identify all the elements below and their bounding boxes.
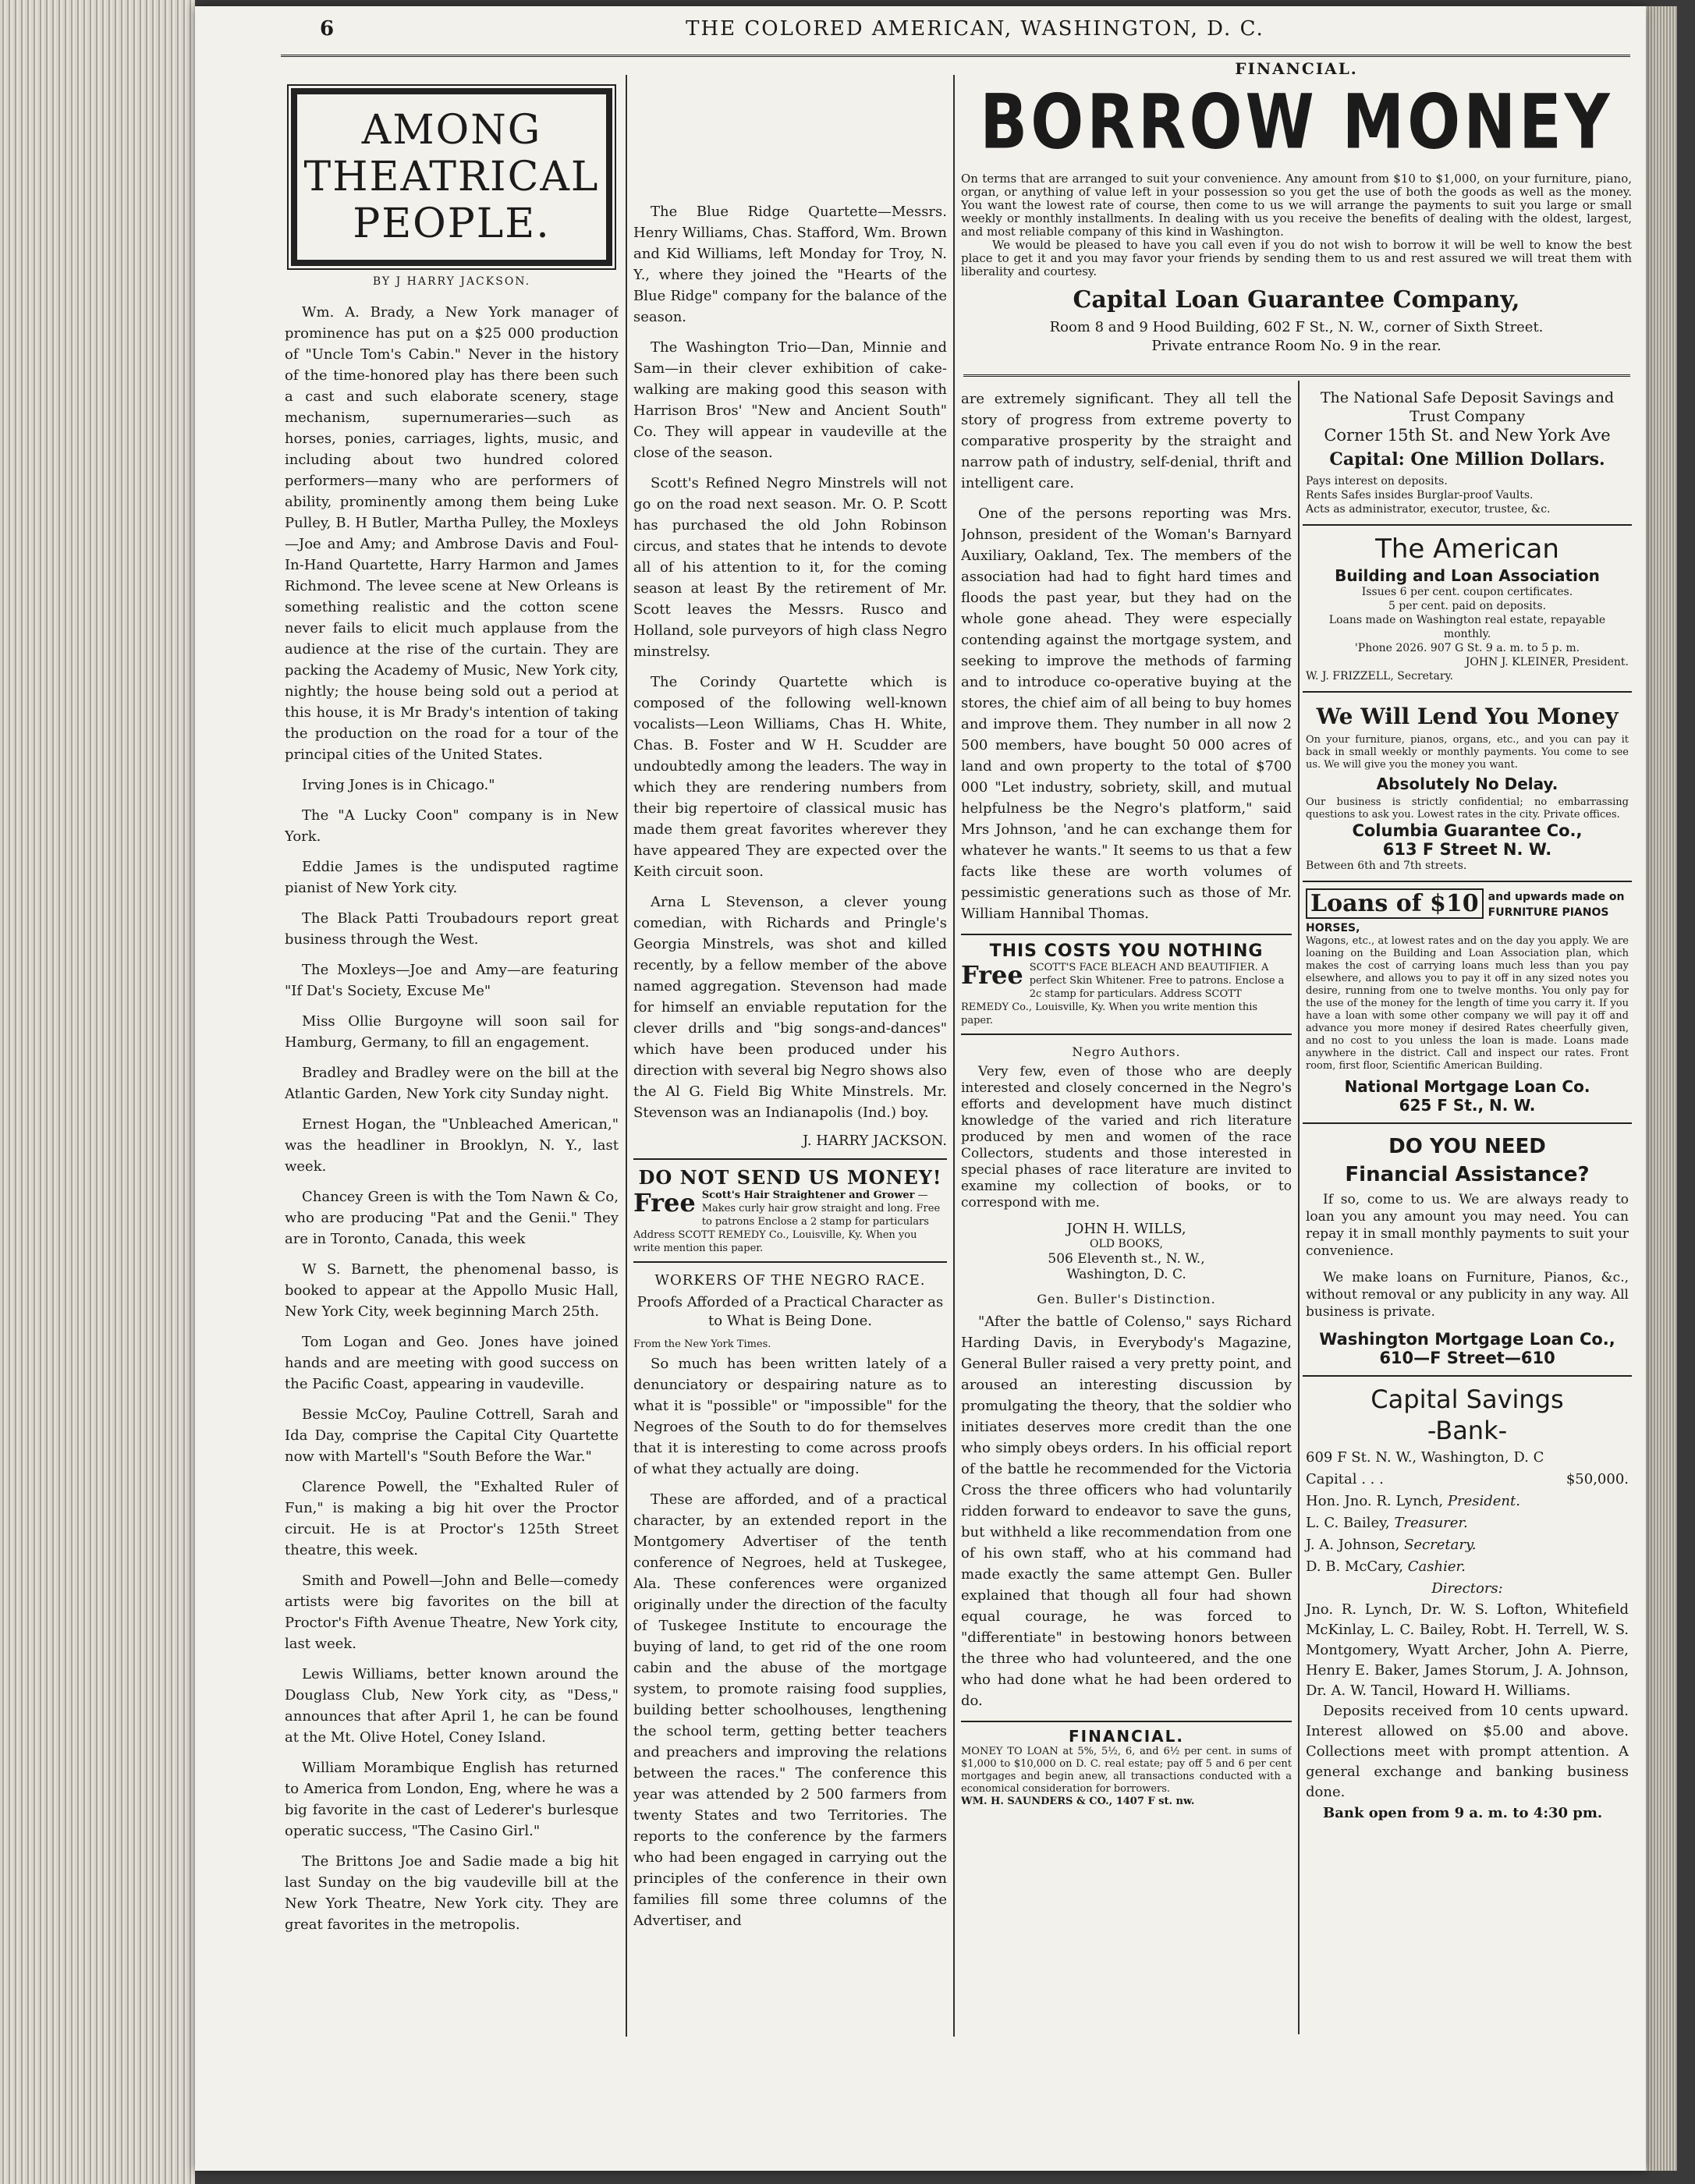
deposits-text: Deposits received from 10 cents upward. Interest allowed on $5.00 and above. Collections meet with prompt attention. A general exchange and banking business done. bbox=[1306, 1703, 1629, 1800]
paragraph: One of the persons reporting was Mrs. Johnson, president of the Woman's Barnyard Auxiliary, Oakland, Tex. The members of the association had had to fight hard times and floods the past year, but they had on the whole gone ahead. They were especially contending against the mortgage system, and seeking to improve the methods of farming and to introduce co-operative buying at the stores, the chief aim of all being to buy homes and improve them. They number in all now 2 500 members, have bought 50 000 acres of land and own property to the total of $700 000 "Let industry, sobriety, skill, and mutual helpfulness be the Negro's platform," said Mrs Johnson, 'and he can exchange them for whatever he wants." It seems to us that a few facts like these are worth volumes of pessimistic generations such as those of Mr. William Hannibal Thomas. bbox=[961, 505, 1292, 922]
paragraph: Tom Logan and Geo. Jones have joined hands and are meeting with good success on the Pacific Coast, appearing in vaudeville. bbox=[285, 1334, 619, 1392]
author-line-3: Washington, D. C. bbox=[1066, 1267, 1186, 1282]
byline: BY J HARRY JACKSON. bbox=[372, 275, 531, 288]
american-building-ad bbox=[1303, 526, 1632, 693]
american-line-4: 'Phone 2026. 907 G St. 9 a. m. to 5 p. m. bbox=[1354, 642, 1580, 654]
paragraph: Wm. A. Brady, a New York manager of prominence has put on a $25 000 production of "Uncle Tom's Cabin." Never in the history of the time-honored play has there been such a cast and such elaborate scenery, stage mechanism, supernumeraries—such as horses, ponies, carriages, lights, music, and including about two hundred colored performers—many who are performers of ability, prominently among them being Luke Pulley, B. H Butler, Martha Pulley, the Moxleys—Joe and Amy; and Ambrose Davis and Foul-In-Hand Quartette, Harry Harmon and James Richmond. The levee scene at New Orleans is something realistic and the cotton scene never fails to elicit much applause from the audience at the rise of the curtain. They are packing the Academy of Music, New York city, nightly; the house being sold out a period at this house, it is Mr Brady's intention of taking the production on the road for a tour of the principal cities of the United States. bbox=[285, 304, 619, 763]
paragraph: Bradley and Bradley were on the bill at the Atlantic Garden, New York city Sunday night. bbox=[285, 1065, 619, 1102]
masthead bbox=[320, 14, 1630, 47]
column-3 bbox=[961, 388, 1292, 2050]
american-line-1: Issues 6 per cent. coupon certificates. bbox=[1361, 586, 1573, 598]
paragraph: The Blue Ridge Quartette—Messrs. Henry Williams, Chas. Stafford, Wm. Brown and Kid Williams, left Monday for Troy, N. Y., where they joined the "Hearts of the Blue Ridge" company for the balance of the season. bbox=[633, 204, 947, 325]
american-line-5: JOHN J. KLEINER, President. bbox=[1465, 656, 1629, 668]
masthead-rule bbox=[281, 55, 1630, 57]
financial-heading: FINANCIAL. bbox=[1069, 1727, 1184, 1746]
paragraph: The Corindy Quartette which is composed of the following well-known vocalists—Leon Williams, Chas H. White, Chas. B. Foster and W H. Scudder are undoubtedly among the leaders. The way in which they are rendering numbers from their big repertoire of classical music has made them great favorites wherever they have appeared They are expected over the Keith circuit soon. bbox=[633, 674, 947, 880]
lend-company: Columbia Guarantee Co., bbox=[1352, 821, 1583, 840]
savings-title-1: Capital Savings bbox=[1371, 1384, 1564, 1414]
face-bleach-ad bbox=[961, 934, 1292, 1035]
ad-title: THIS COSTS YOU NOTHING bbox=[989, 941, 1264, 961]
paragraph: Miss Ollie Burgoyne will soon sail for Hamburg, Germany, to fill an engagement. bbox=[285, 1013, 619, 1051]
loans-address: 625 F St., N. W. bbox=[1399, 1096, 1536, 1115]
directors-list: Jno. R. Lynch, Dr. W. S. Lofton, Whitefield McKinlay, L. C. Bailey, Robt. H. Terrell, W. S. Montgomery, Wyatt Archer, John A. Pierre, Henry E. Baker, James Storum, J. A. Johnson, Dr. A. W. Tancil, Howard H. Williams. bbox=[1306, 1601, 1629, 1699]
american-line-6: W. J. FRIZZELL, Secretary. bbox=[1306, 670, 1454, 682]
author-line-1: OLD BOOKS, bbox=[1090, 1238, 1163, 1250]
safe-address: Corner 15th St. and New York Ave bbox=[1324, 426, 1611, 445]
paragraph: Irving Jones is in Chicago." bbox=[302, 777, 495, 793]
hair-grower-ad bbox=[633, 1158, 947, 1263]
officer-name: Hon. Jno. R. Lynch, bbox=[1306, 1493, 1444, 1509]
ad-title: DO NOT SEND US MONEY! bbox=[638, 1166, 942, 1189]
ad-free-label: Free bbox=[961, 960, 1023, 990]
need-body: If so, come to us. We are always ready to loan you any amount you may need. You can repay it in small monthly payments to suit your convenience. bbox=[1306, 1192, 1629, 1259]
officer-role: Treasurer. bbox=[1394, 1515, 1468, 1531]
officer-name: J. A. Johnson, bbox=[1306, 1537, 1400, 1553]
lend-between: Between 6th and 7th streets. bbox=[1306, 860, 1467, 872]
paragraph: Arna L Stevenson, a clever young comedian, with Richards and Pringle's Georgia Minstrels, was shot and killed recently, by a fellow member of the above named aggregation. Stevenson had made for himself an enviable reputation for the clever drills and "big songs-and-dances" which have been produced under his direction with several big Negro shows also the Al G. Field Big White Minstrels. Mr. Stevenson was an Indianapolis (Ind.) boy. bbox=[633, 894, 947, 1121]
capital-savings-ad bbox=[1303, 1377, 1632, 1832]
paragraph: Lewis Williams, better known around the Douglass Club, New York city, as "Dess," announces that after April 1, he can be found at the Mt. Olive Hotel, Coney Island. bbox=[285, 1666, 619, 1746]
ad-body: — Makes curly hair grow straight and long. Free to patrons Enclose a 2 stamp for particulars Address SCOTT REMEDY Co., Louisville, Ky. When you write mention this paper. bbox=[633, 1190, 941, 1254]
paragraph: The Brittons Joe and Sadie made a big hit last Sunday on the big vaudeville bill at the New York Theatre, New York city. They are great favorites in the metropolis. bbox=[285, 1853, 619, 1933]
safe-line-1: Pays interest on deposits. bbox=[1306, 475, 1448, 488]
safe-line-2: Rents Safes insides Burglar-proof Vaults. bbox=[1306, 489, 1534, 502]
ad-lead: Scott's Hair Straightener and Grower bbox=[701, 1190, 915, 1201]
author-line-2: 506 Eleventh st., N. W., bbox=[1048, 1251, 1205, 1267]
officer-role: Secretary. bbox=[1404, 1537, 1477, 1553]
book-page-edge-right bbox=[1646, 6, 1677, 2171]
need-address: 610—F Street—610 bbox=[1379, 1349, 1555, 1367]
officer-name: L. C. Bailey, bbox=[1306, 1515, 1390, 1531]
need-title-1: DO YOU NEED bbox=[1388, 1135, 1546, 1158]
lend-address: 613 F Street N. W. bbox=[1382, 840, 1552, 859]
paragraph: These are afforded, and of a practical character, by an extended report in the Montgomery Advertiser of the tenth conference of Negroes, held at Tuskegee, Ala. These conferences were organized originally under the direction of the faculty of Tuskegee Institute to encourage the buying of land, to get rid of the one room cabin and the abuse of the mortgage system, to promote raising food supplies, building better schoolhouses, lengthening the school term, getting better teachers and preachers and improving the relations between the races." The conference this year was attended by 2 500 farmers from twenty States and two Territories. The reports to the conference by the farmers who had been engaged in carrying out the principles of the conference in their own families fill some three columns of the Advertiser, and bbox=[633, 1491, 947, 1929]
paragraph: "After the battle of Colenso," says Richard Harding Davis, in Everybody's Magazine, General Buller raised a very pretty point, and aroused an interesting discussion by promulgating the theory, that the soldier who initiates deserves more credit than the one who simply obeys orders. In his official report of the battle he recommended for the Victoria Cross the three officers who had voluntarily ridden forward to endeavor to save the guns, but withheld a like recommendation from one of his own staff, who at his command had made exactly the same attempt Gen. Buller explained that though all four had shown equal courage, he was forced to "differentiate" in bestowing honors between the three who had volunteered, and the one who had done what he had been ordered to do. bbox=[961, 1314, 1292, 1709]
article-source: From the New York Times. bbox=[633, 1338, 771, 1350]
paragraph: So much has been written lately of a denunciatory or despairing nature as to what it is "possible" or "impossible" for the Negroes of the South to do for themselves that it is interesting to come across proofs of what they actually are doing. bbox=[633, 1356, 947, 1477]
safe-line-3: Acts as administrator, executor, trustee, &c. bbox=[1306, 503, 1551, 516]
financial-signature: WM. H. SAUNDERS & CO., 1407 F st. nw. bbox=[961, 1796, 1195, 1807]
theatrical-heading: AMONG THEATRICAL PEOPLE. bbox=[291, 88, 612, 266]
address-line-2: Private entrance Room No. 9 in the rear. bbox=[1151, 338, 1441, 354]
borrow-money-ad bbox=[961, 59, 1632, 381]
need-title-2: Financial Assistance? bbox=[1345, 1163, 1590, 1186]
directors-label: Directors: bbox=[1431, 1580, 1503, 1597]
loans-company: National Mortgage Loan Co. bbox=[1344, 1077, 1590, 1096]
safe-capital-value: One Million Dollars. bbox=[1410, 449, 1605, 470]
safe-title-2: Trust Company bbox=[1410, 408, 1525, 425]
savings-capital-value: $50,000. bbox=[1566, 1471, 1629, 1487]
loans-ad bbox=[1303, 882, 1632, 1124]
ad-body: SCOTT'S FACE BLEACH AND BEAUTIFIER. A perfect Skin Whitener. Free to patrons. Enclose a 2c stamp for particulars. Address SCOTT REMEDY Co., Louisville, Ky. When you write mention this paper. bbox=[961, 962, 1285, 1026]
paragraph: William Morambique English has returned to America from London, Eng, where he was a big favorite in the cast of Lederer's burlesque operatic success, "The Casino Girl." bbox=[285, 1760, 619, 1839]
paragraph: The "A Lucky Coon" company is in New York. bbox=[285, 807, 619, 845]
financial-body: MONEY TO LOAN at 5%, 5½, 6, and 6½ per cent. in sums of $1,000 to $10,000 on D. C. real estate; pay off 5 and 6 per cent mortgages and begin anew, all transactions conducted with a economical consideration for borrowers. bbox=[961, 1746, 1292, 1795]
savings-address: 609 F St. N. W., Washington, D. C bbox=[1306, 1449, 1544, 1466]
bank-hours: Bank open from 9 a. m. to 4:30 pm. bbox=[1323, 1805, 1603, 1821]
lend-money-ad bbox=[1303, 693, 1632, 882]
ad-free-label: Free bbox=[633, 1188, 696, 1218]
paragraph: The Moxleys—Joe and Amy—are featuring "If Dat's Society, Excuse Me" bbox=[285, 962, 619, 999]
paragraph: Bessie McCoy, Pauline Cottrell, Sarah and Ida Day, comprise the Capital City Quartette now with Martell's "South Before the War." bbox=[285, 1406, 619, 1465]
page-number: 6 bbox=[320, 17, 335, 41]
lend-body: On your furniture, pianos, organs, etc., and you can pay it back in small weekly or monthly payments. You come to see us. We will give you the money you want. bbox=[1306, 734, 1629, 771]
officer-role: President. bbox=[1447, 1493, 1520, 1509]
paragraph: Scott's Refined Negro Minstrels will not go on the road next season. Mr. O. P. Scott has purchased the old John Robinson circus, and states that he intends to devote all of his attention to it, for the coming season at least By the retirement of Mr. Scott leaves the Messrs. Rusco and Holland, sole purveyors of high class Negro minstrelsy. bbox=[633, 475, 947, 660]
american-line-2: 5 per cent. paid on deposits. bbox=[1388, 600, 1547, 612]
financial-assistance-ad bbox=[1303, 1124, 1632, 1377]
column-rule-3 bbox=[1298, 381, 1300, 2034]
negro-authors-heading: Negro Authors. bbox=[1072, 1044, 1181, 1059]
column-rule-1 bbox=[626, 75, 627, 2037]
american-title-1: The American bbox=[1375, 534, 1559, 565]
officer-role: Cashier. bbox=[1407, 1558, 1466, 1575]
paragraph: Very few, even of those who are deeply interested and closely concerned in the Negro's efforts and development have much distinct knowledge of the varied and rich literature produced by men and women of the race Collectors, students and those interested in special phases of race literature are invited to examine my collection of books, or to correspond with me. bbox=[961, 1064, 1292, 1211]
paragraph: are extremely significant. They all tell the story of progress from extreme poverty to comparative prosperity by the straight and narrow path of industry, self-denial, thrift and intelligent care. bbox=[961, 391, 1292, 491]
paragraph: The Black Patti Troubadours report great business through the West. bbox=[285, 910, 619, 948]
loans-title: Loans of $10 bbox=[1306, 888, 1484, 919]
safe-deposit-ad bbox=[1303, 382, 1632, 526]
borrow-money-headline: BORROW MONEY bbox=[980, 78, 1613, 166]
paragraph: Smith and Powell—John and Belle—comedy artists were big favorites on the bill at Proctor's Fifth Avenue Theatre, New York city, last week. bbox=[285, 1572, 619, 1652]
paragraph: W S. Barnett, the phenomenal basso, is booked to appear at the Appollo Music Hall, New York City, week beginning March 25th. bbox=[285, 1261, 619, 1320]
workers-subhead: Proofs Afforded of a Practical Character as to What is Being Done. bbox=[637, 1294, 944, 1329]
signoff: J. HARRY JACKSON. bbox=[803, 1133, 947, 1149]
lend-body-2: Our business is strictly confidential; no embarrassing questions to ask you. Lowest rates in the city. Private offices. bbox=[1306, 796, 1629, 821]
loans-side: and upwards made on FURNITURE PIANOS HORSES, bbox=[1306, 891, 1625, 934]
paragraph: The Washington Trio—Dan, Minnie and Sam—in their clever exhibition of cake-walking are making good this season with Harrison Bros' "New and Ancient South" Co. They will appear in vaudeville at the close of the season. bbox=[633, 339, 947, 461]
borrow-body-1: On terms that are arranged to suit your convenience. Any amount from $10 to $1,000, on your furniture, piano, organ, or anything of value left in your possession so you get the use of both the goods as well as the money. You want the lowest rate of course, then come to us we will arrange the payments to suit you large or small weekly or monthly installments. In dealing with us you receive the benefits of dealing with the oldest, largest, and most reliable company of this kind in Washington. bbox=[961, 172, 1632, 239]
savings-capital-label: Capital . . . bbox=[1306, 1471, 1384, 1487]
borrow-body-2: We would be pleased to have you call even if you do not wish to borrow it will be well to know the best place to get it and you may favor your friends by sending them to us and rest assured we will treat them with liberality and courtesy. bbox=[961, 238, 1632, 278]
safe-title-1: The National Safe Deposit Savings and bbox=[1320, 389, 1615, 406]
author-name: JOHN H. WILLS, bbox=[1066, 1221, 1186, 1237]
newspaper-page bbox=[195, 6, 1646, 2171]
book-page-edge bbox=[0, 0, 195, 2184]
paragraph: Clarence Powell, the "Exhalted Ruler of Fun," is making a big hit over the Proctor circuit. He is at Proctor's 125th Street theatre, this week. bbox=[285, 1479, 619, 1558]
newspaper-title: THE COLORED AMERICAN, WASHINGTON, D. C. bbox=[686, 17, 1264, 41]
borrow-ad-rule bbox=[963, 374, 1630, 377]
need-company: Washington Mortgage Loan Co., bbox=[1319, 1330, 1615, 1349]
paragraph: Eddie James is the undisputed ragtime pianist of New York city. bbox=[285, 859, 619, 896]
savings-title-2: -Bank- bbox=[1427, 1416, 1508, 1445]
american-title-2: Building and Loan Association bbox=[1335, 566, 1600, 585]
company-name: Capital Loan Guarantee Company, bbox=[1073, 286, 1520, 314]
financial-notice bbox=[961, 1721, 1292, 1808]
paragraph: Ernest Hogan, the "Unbleached American," was the headliner in Brooklyn, N. Y., last week. bbox=[285, 1116, 619, 1175]
column-rule-2 bbox=[953, 75, 955, 2037]
address-line-1: Room 8 and 9 Hood Building, 602 F St., N. W., corner of Sixth Street. bbox=[1049, 319, 1544, 335]
loans-body: Wagons, etc., at lowest rates and on the day you apply. We are loaning on the Building and Loan Association plan, which makes the cost of carrying loans much less than you pay elsewhere, and allows you to pay it off in any sized notes you desire, running from one to twelve months. You only pay for the use of the money for the length of time you carry it. If you have a loan with some other company we will pay it off and advance you more money if desired Rates cheerfully given, and no cost to you unless the loan is made. Loans made anywhere in the district. Call and inspect our rates. Front room, first floor, Scientific American Building. bbox=[1306, 935, 1629, 1072]
lend-title: We Will Lend You Money bbox=[1316, 704, 1619, 729]
need-body-2: We make loans on Furniture, Pianos, &c., without removal or any publicity in any way. All business is private. bbox=[1306, 1270, 1629, 1320]
financial-section-label: FINANCIAL. bbox=[1235, 59, 1358, 78]
workers-heading: WORKERS OF THE NEGRO RACE. bbox=[654, 1272, 926, 1289]
paragraph: Chancey Green is with the Tom Nawn & Co, who are producing "Pat and the Genii." They are in Toronto, Canada, this week bbox=[285, 1189, 619, 1247]
lend-bold: Absolutely No Delay. bbox=[1376, 775, 1558, 793]
safe-capital-label: Capital: bbox=[1329, 449, 1405, 470]
american-line-3: Loans made on Washington real estate, repayable monthly. bbox=[1328, 614, 1606, 640]
column-2 bbox=[633, 201, 947, 2050]
buller-heading: Gen. Buller's Distinction. bbox=[1037, 1292, 1216, 1306]
column-1 bbox=[285, 84, 619, 2050]
column-4 bbox=[1303, 382, 1632, 2051]
officer-name: D. B. McCary, bbox=[1306, 1558, 1404, 1575]
